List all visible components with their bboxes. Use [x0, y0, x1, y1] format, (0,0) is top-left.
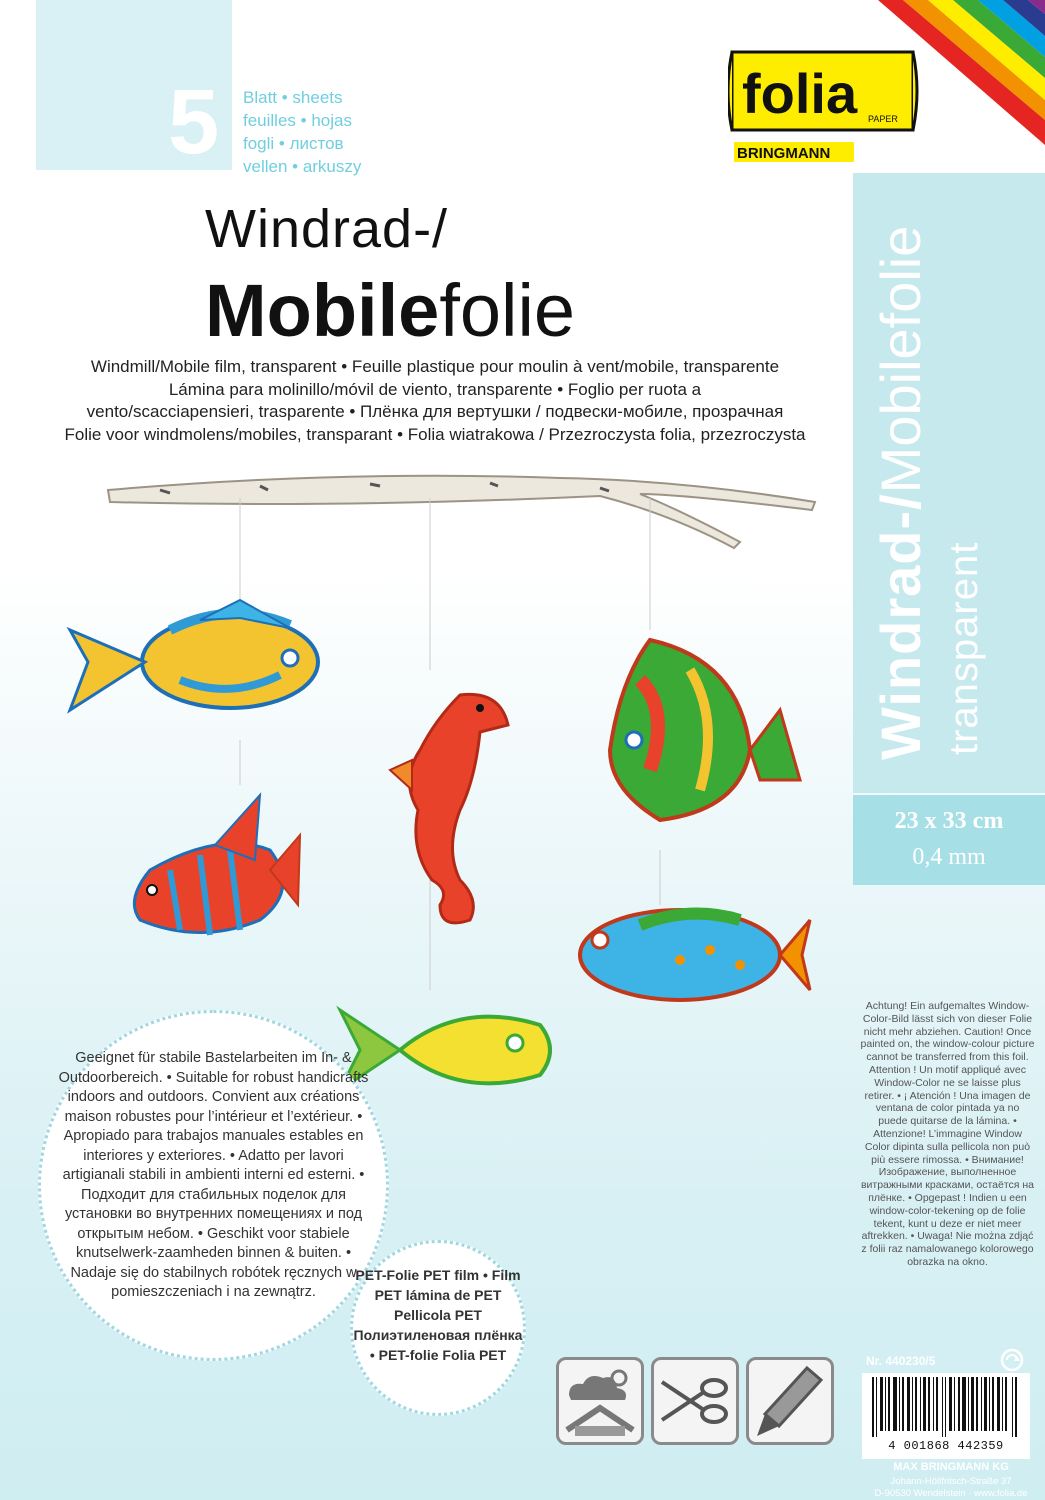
vertical-subtitle: transparent: [942, 541, 986, 755]
vertical-product-title: [868, 226, 933, 760]
description-line: Folie voor windmolens/mobiles, transparant • Folia wiatrakowa / Przezroczysta folia, przezroczysta: [64, 424, 806, 444]
triggerfish-blue-image: [580, 910, 810, 1000]
vertical-title-bold: Windrad-/: [869, 493, 932, 760]
description-line: Windmill/Mobile film, transparent • Feuille plastique pour moulin à vent/mobile, transparente: [90, 357, 780, 376]
seahorse-image: [390, 694, 508, 922]
angelfish-green-red-image: [610, 640, 800, 820]
material-text: PET-Folie PET film • Film PET lámina de PET Pellicola PET Полиэтиленовая плёнка • PET-folie Folia PET: [353, 1267, 523, 1363]
product-description: [20, 356, 850, 446]
product-title-line1: Windrad-/: [205, 199, 449, 259]
company-address: Johann-Höllfritsch-Straße 37: [890, 1476, 1012, 1487]
description-line: vento/scacciapensieri, trasparente • Плёнка для вертушки / подвески-мобиле, прозрачная: [86, 402, 784, 421]
svg-text:BRINGMANN: BRINGMANN: [737, 145, 831, 162]
sheet-lang-line: feuilles • hojas: [243, 111, 352, 130]
vertical-title-light: Mobilefolie: [869, 225, 932, 494]
suitability-text: Geeignet für stabile Bastelarbeiten im In- & Outdoorbereich. • Suitable for robust handicrafts indoors and outdoors. Convient aux créations maison robustes pour l’intérieur et l’extérieur. • Apropiado para trabajos manuales estables en interiores y exteriores. • Adatto per lavori artigianali stabili in ambienti interni ed esterni. • Подходит для стабильных поделок для установки во внутренних помещениях и под открытым небом. • Geschikt voor stabiele knutselwerk-zaamheden binnen & buiten. • Nadaje się do stabilnych robótek ręcznych w pomieszczeniach i na zewnątrz.: [58, 1050, 369, 1300]
ean-barcode: [862, 1373, 1030, 1459]
mobile-illustration: [40, 450, 840, 1110]
sheet-count-languages: [243, 86, 361, 178]
product-title-bold: Mobile: [205, 269, 440, 352]
suitability-circle: [38, 1010, 389, 1361]
sheet-thickness: 0,4 mm: [912, 844, 986, 870]
angelfish-striped-image: [134, 795, 300, 935]
article-number: Nr. 440230/5: [866, 1354, 936, 1368]
sheet-count: 5: [168, 71, 220, 173]
sheet-lang-line: vellen • arkuszy: [243, 157, 362, 176]
scissors-icon: [651, 1357, 739, 1445]
company-name: MAX BRINGMANN KG: [893, 1461, 1009, 1473]
company-city-web: D-90530 Wendelstein · www.folia.de: [874, 1488, 1028, 1499]
warning-text: Achtung! Ein aufgemaltes Window-Color-Bild lässt sich von dieser Folie nicht mehr abziehen. Caution! Once painted on, the window-colour picture cannot be transferred from this foil. Attention ! Un motif appliqué avec Window-Color ne se laisse plus retirer. • ¡ Atención ! Una imagen de ventana de color pintada ya no puede quitarse de la lámina. • Attenzione! L’immagine Window Color dipinta sulla pellicola non può più essere rimossa. • Внимание! Изображение, выполненное витражными красками, остаётся на плёнке. • Opgepast ! Indien u een window-color-tekening op de folie tekent, kunt u deze er niet meer aftrekken. • Uwaga! Nie można zdjąć z folii raz namalowanego kolorowego obrazka na okno.: [860, 1000, 1035, 1268]
folia-logo: [728, 0, 1045, 172]
sheet-lang-line: Blatt • sheets: [243, 88, 343, 107]
product-title-line2: [205, 268, 575, 353]
svg-text:folia: folia: [742, 62, 858, 125]
barcode-number: 4 001868 442359: [888, 1439, 1004, 1453]
material-circle: [350, 1240, 526, 1416]
recycle-icon: [1000, 1348, 1024, 1372]
sheet-size: 23 x 33 cm: [894, 808, 1004, 834]
weather-outdoor-icon: [556, 1357, 644, 1445]
birch-branch-image: [108, 476, 815, 548]
barcode-bars-icon: [872, 1377, 1020, 1437]
sheet-lang-line: fogli • листов: [243, 134, 344, 153]
fish-yellow-blue-image: [70, 600, 318, 710]
svg-text:PAPER: PAPER: [868, 114, 898, 124]
description-line: Lámina para molinillo/móvil de viento, transparente • Foglio per ruota a: [168, 379, 702, 399]
marker-pen-icon: [746, 1357, 834, 1445]
product-title-light: folie: [439, 269, 576, 352]
